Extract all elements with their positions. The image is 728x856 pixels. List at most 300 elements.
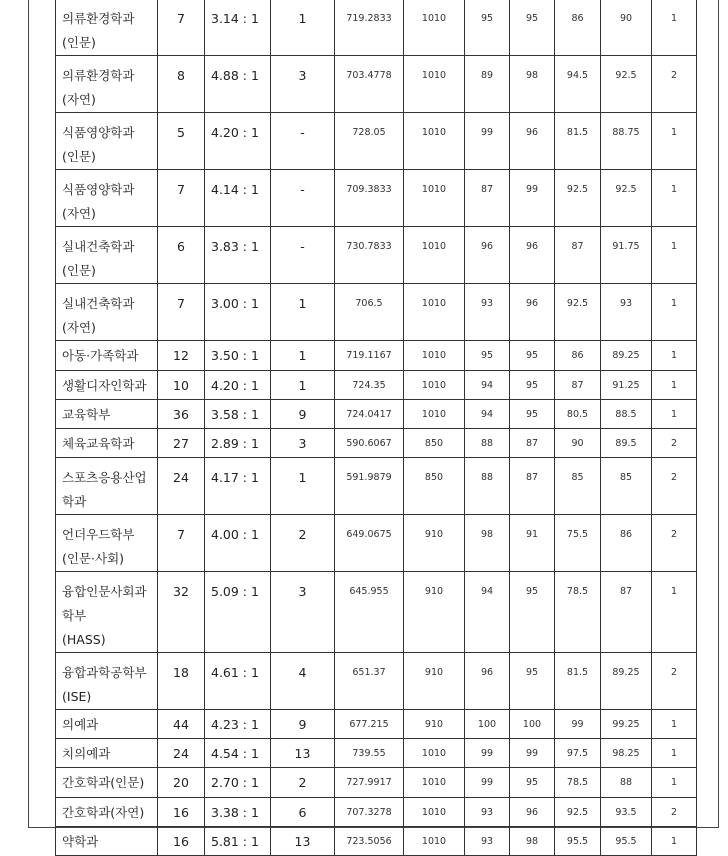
cutoff-score-text: 707.3278 xyxy=(346,807,392,818)
competition-ratio-cell xyxy=(205,400,271,429)
cutoff-score-cell xyxy=(335,429,404,458)
quota-text: 8 xyxy=(177,68,185,83)
score-2-text: 96 xyxy=(525,298,539,309)
grade-cell xyxy=(652,0,697,56)
waitlist-rank-cell xyxy=(271,768,335,798)
quota-text: 7 xyxy=(177,527,185,542)
quota-text: 27 xyxy=(173,436,189,451)
department-cell xyxy=(56,458,158,515)
grade-cell xyxy=(652,710,697,739)
score-4-cell xyxy=(601,515,652,572)
score-3-cell xyxy=(555,710,601,739)
department-cell xyxy=(56,400,158,429)
score-2-cell xyxy=(510,170,555,227)
waitlist-rank-cell xyxy=(271,515,335,572)
waitlist-rank-text: 13 xyxy=(294,746,311,761)
grade-cell xyxy=(652,739,697,768)
waitlist-rank-text: - xyxy=(300,125,305,140)
grade-cell xyxy=(652,429,697,458)
score-4-cell xyxy=(601,371,652,400)
score-2-cell xyxy=(510,798,555,827)
waitlist-rank-cell xyxy=(271,572,335,653)
grade-text: 1 xyxy=(670,350,678,361)
score-3-cell xyxy=(555,429,601,458)
waitlist-rank-text: - xyxy=(300,182,305,197)
competition-ratio-text: 4.14 : 1 xyxy=(211,182,259,197)
score-2-text: 95 xyxy=(525,350,539,361)
max-score-text: 1010 xyxy=(421,409,447,420)
score-3-cell xyxy=(555,170,601,227)
max-score-text: 1010 xyxy=(421,836,447,847)
score-2-text: 95 xyxy=(525,409,539,420)
cutoff-score-cell xyxy=(335,400,404,429)
score-1-text: 94 xyxy=(480,409,494,420)
grade-cell xyxy=(652,56,697,113)
score-2-cell xyxy=(510,515,555,572)
grade-cell xyxy=(652,768,697,798)
score-2-text: 95 xyxy=(525,13,539,24)
max-score-cell xyxy=(404,170,465,227)
score-2-cell xyxy=(510,572,555,653)
score-3-text: 92.5 xyxy=(566,184,589,195)
max-score-cell xyxy=(404,284,465,341)
cutoff-score-text: 590.6067 xyxy=(346,438,392,449)
score-3-text: 92.5 xyxy=(566,298,589,309)
grade-text: 1 xyxy=(670,380,678,391)
cutoff-score-cell xyxy=(335,653,404,710)
score-4-cell xyxy=(601,170,652,227)
competition-ratio-cell xyxy=(205,0,271,56)
score-3-cell xyxy=(555,0,601,56)
quota-cell xyxy=(158,653,205,710)
competition-ratio-cell xyxy=(205,341,271,371)
score-2-text: 95 xyxy=(525,380,539,391)
quota-cell xyxy=(158,170,205,227)
cutoff-score-text: 719.1167 xyxy=(346,350,392,361)
grade-text: 1 xyxy=(670,184,678,195)
department-text: 생활디자인학과 xyxy=(62,378,147,393)
score-4-text: 89.25 xyxy=(612,667,640,678)
grade-text: 1 xyxy=(670,409,678,420)
quota-text: 44 xyxy=(173,717,189,732)
table-body xyxy=(56,0,697,856)
department-cell xyxy=(56,341,158,371)
score-1-text: 99 xyxy=(480,748,494,759)
score-1-text: 93 xyxy=(480,807,494,818)
grade-text: 1 xyxy=(670,241,678,252)
quota-text: 20 xyxy=(173,775,189,790)
score-3-text: 95.5 xyxy=(566,836,589,847)
max-score-text: 1010 xyxy=(421,298,447,309)
score-4-text: 93.5 xyxy=(615,807,637,818)
score-4-text: 91.75 xyxy=(612,241,640,252)
score-3-text: 85 xyxy=(571,472,584,483)
waitlist-rank-text: 1 xyxy=(298,470,307,485)
score-2-text: 96 xyxy=(525,807,539,818)
department-text: 교육학부 xyxy=(62,407,111,422)
score-3-cell xyxy=(555,227,601,284)
grade-text: 2 xyxy=(670,529,678,540)
score-3-cell xyxy=(555,798,601,827)
score-1-text: 98 xyxy=(480,529,494,540)
max-score-text: 910 xyxy=(424,529,444,540)
max-score-cell xyxy=(404,0,465,56)
score-3-text: 78.5 xyxy=(566,586,589,597)
cutoff-score-cell xyxy=(335,827,404,856)
competition-ratio-cell xyxy=(205,458,271,515)
cutoff-score-text: 727.9917 xyxy=(346,777,392,788)
score-1-cell xyxy=(465,113,510,170)
department-cell xyxy=(56,113,158,170)
competition-ratio-cell xyxy=(205,429,271,458)
waitlist-rank-text: 4 xyxy=(298,665,307,680)
score-1-text: 94 xyxy=(480,586,494,597)
cutoff-score-text: 703.4778 xyxy=(346,70,392,81)
score-4-text: 89.25 xyxy=(612,350,640,361)
grade-cell xyxy=(652,284,697,341)
table-row xyxy=(56,400,697,429)
score-3-cell xyxy=(555,113,601,170)
competition-ratio-cell xyxy=(205,768,271,798)
max-score-text: 1010 xyxy=(421,241,447,252)
waitlist-rank-cell xyxy=(271,170,335,227)
waitlist-rank-text: 1 xyxy=(298,378,307,393)
department-cell xyxy=(56,572,158,653)
waitlist-rank-cell xyxy=(271,284,335,341)
quota-text: 7 xyxy=(177,182,185,197)
score-2-cell xyxy=(510,827,555,856)
max-score-cell xyxy=(404,739,465,768)
max-score-text: 1010 xyxy=(421,70,447,81)
table-row xyxy=(56,572,697,653)
score-3-text: 90 xyxy=(571,438,584,449)
competition-ratio-cell xyxy=(205,515,271,572)
score-1-cell xyxy=(465,515,510,572)
score-4-cell xyxy=(601,572,652,653)
score-4-cell xyxy=(601,458,652,515)
cutoff-score-cell xyxy=(335,739,404,768)
competition-ratio-cell xyxy=(205,798,271,827)
competition-ratio-cell xyxy=(205,371,271,400)
quota-cell xyxy=(158,739,205,768)
department-text: 간호학과(인문) xyxy=(62,775,145,790)
waitlist-rank-cell xyxy=(271,429,335,458)
grade-text: 2 xyxy=(670,70,678,81)
score-1-cell xyxy=(465,170,510,227)
table-row xyxy=(56,798,697,827)
score-3-text: 81.5 xyxy=(566,127,589,138)
max-score-cell xyxy=(404,768,465,798)
score-4-cell xyxy=(601,227,652,284)
score-3-text: 86 xyxy=(571,350,584,361)
score-1-cell xyxy=(465,458,510,515)
competition-ratio-text: 3.58 : 1 xyxy=(211,407,259,422)
quota-cell xyxy=(158,113,205,170)
score-2-cell xyxy=(510,653,555,710)
grade-text: 1 xyxy=(670,719,678,730)
table-row xyxy=(56,371,697,400)
max-score-cell xyxy=(404,341,465,371)
competition-ratio-text: 4.88 : 1 xyxy=(211,68,259,83)
department-cell xyxy=(56,827,158,856)
score-1-text: 88 xyxy=(480,438,494,449)
quota-cell xyxy=(158,515,205,572)
waitlist-rank-text: 1 xyxy=(298,296,307,311)
score-3-cell xyxy=(555,371,601,400)
score-4-text: 92.5 xyxy=(615,184,637,195)
department-cell xyxy=(56,710,158,739)
cutoff-score-text: 591.9879 xyxy=(346,472,392,483)
grade-text: 1 xyxy=(670,298,678,309)
competition-ratio-cell xyxy=(205,56,271,113)
grade-cell xyxy=(652,572,697,653)
department-text: 간호학과(자연) xyxy=(62,805,145,820)
table-row xyxy=(56,827,697,856)
cutoff-score-cell xyxy=(335,768,404,798)
grade-cell xyxy=(652,227,697,284)
grade-text: 1 xyxy=(670,836,678,847)
table-row xyxy=(56,515,697,572)
waitlist-rank-cell xyxy=(271,710,335,739)
quota-text: 32 xyxy=(173,584,189,599)
score-1-cell xyxy=(465,572,510,653)
grade-cell xyxy=(652,515,697,572)
grade-cell xyxy=(652,827,697,856)
table-row xyxy=(56,739,697,768)
department-cell xyxy=(56,515,158,572)
max-score-cell xyxy=(404,798,465,827)
grade-text: 2 xyxy=(670,667,678,678)
competition-ratio-cell xyxy=(205,572,271,653)
max-score-cell xyxy=(404,515,465,572)
cutoff-score-text: 706.5 xyxy=(355,298,383,309)
cutoff-score-text: 709.3833 xyxy=(346,184,392,195)
waitlist-rank-text: - xyxy=(300,239,305,254)
competition-ratio-text: 3.14 : 1 xyxy=(211,11,259,26)
score-1-text: 99 xyxy=(480,777,494,788)
department-cell xyxy=(56,429,158,458)
competition-ratio-cell xyxy=(205,710,271,739)
score-4-cell xyxy=(601,56,652,113)
score-3-cell xyxy=(555,56,601,113)
grade-cell xyxy=(652,458,697,515)
score-4-text: 99.25 xyxy=(612,719,640,730)
max-score-cell xyxy=(404,653,465,710)
max-score-cell xyxy=(404,710,465,739)
max-score-text: 1010 xyxy=(421,127,447,138)
score-1-cell xyxy=(465,798,510,827)
department-text: 의예과 xyxy=(62,717,99,732)
cutoff-score-text: 719.2833 xyxy=(346,13,392,24)
quota-cell xyxy=(158,341,205,371)
score-3-text: 87 xyxy=(571,241,584,252)
score-2-text: 99 xyxy=(525,748,539,759)
cutoff-score-text: 645.955 xyxy=(349,586,389,597)
score-1-text: 100 xyxy=(477,719,497,730)
table-row xyxy=(56,341,697,371)
waitlist-rank-cell xyxy=(271,458,335,515)
department-text: 의류환경학과 (자연) xyxy=(62,68,135,107)
competition-ratio-cell xyxy=(205,227,271,284)
score-4-cell xyxy=(601,429,652,458)
quota-text: 12 xyxy=(173,348,189,363)
waitlist-rank-text: 2 xyxy=(298,527,307,542)
cutoff-score-cell xyxy=(335,710,404,739)
grade-cell xyxy=(652,341,697,371)
waitlist-rank-cell xyxy=(271,400,335,429)
department-text: 식품영양학과 (자연) xyxy=(62,182,135,221)
grade-cell xyxy=(652,798,697,827)
quota-cell xyxy=(158,572,205,653)
score-2-text: 98 xyxy=(525,70,539,81)
score-2-cell xyxy=(510,429,555,458)
score-4-text: 91.25 xyxy=(612,380,640,391)
waitlist-rank-cell xyxy=(271,341,335,371)
score-2-cell xyxy=(510,400,555,429)
cutoff-score-cell xyxy=(335,798,404,827)
waitlist-rank-text: 2 xyxy=(298,775,307,790)
waitlist-rank-cell xyxy=(271,798,335,827)
department-cell xyxy=(56,798,158,827)
score-2-text: 87 xyxy=(525,438,539,449)
table-row xyxy=(56,227,697,284)
waitlist-rank-cell xyxy=(271,371,335,400)
competition-ratio-text: 2.70 : 1 xyxy=(211,775,259,790)
score-2-text: 95 xyxy=(525,777,539,788)
score-1-text: 87 xyxy=(480,184,494,195)
max-score-text: 910 xyxy=(424,667,444,678)
score-4-cell xyxy=(601,113,652,170)
score-3-cell xyxy=(555,515,601,572)
cutoff-score-text: 730.7833 xyxy=(346,241,392,252)
score-4-cell xyxy=(601,0,652,56)
max-score-cell xyxy=(404,56,465,113)
quota-cell xyxy=(158,56,205,113)
score-2-text: 99 xyxy=(525,184,539,195)
cutoff-score-text: 724.0417 xyxy=(346,409,392,420)
score-3-text: 75.5 xyxy=(566,529,589,540)
quota-text: 6 xyxy=(177,239,185,254)
score-2-cell xyxy=(510,710,555,739)
score-2-cell xyxy=(510,768,555,798)
score-1-cell xyxy=(465,371,510,400)
quota-text: 7 xyxy=(177,296,185,311)
score-1-cell xyxy=(465,827,510,856)
department-text: 실내건축학과 (인문) xyxy=(62,239,135,278)
max-score-text: 1010 xyxy=(421,13,447,24)
max-score-text: 1010 xyxy=(421,807,447,818)
score-4-cell xyxy=(601,341,652,371)
department-cell xyxy=(56,227,158,284)
quota-cell xyxy=(158,429,205,458)
score-2-text: 96 xyxy=(525,241,539,252)
score-3-text: 80.5 xyxy=(566,409,589,420)
score-1-cell xyxy=(465,0,510,56)
grade-text: 1 xyxy=(670,127,678,138)
department-cell xyxy=(56,653,158,710)
max-score-text: 1010 xyxy=(421,184,447,195)
score-2-cell xyxy=(510,739,555,768)
score-1-text: 95 xyxy=(480,350,494,361)
competition-ratio-cell xyxy=(205,113,271,170)
score-3-text: 99 xyxy=(571,719,584,730)
score-3-text: 81.5 xyxy=(566,667,589,678)
waitlist-rank-cell xyxy=(271,0,335,56)
waitlist-rank-text: 6 xyxy=(298,805,307,820)
department-cell xyxy=(56,371,158,400)
quota-text: 18 xyxy=(173,665,189,680)
table-row xyxy=(56,429,697,458)
quota-cell xyxy=(158,227,205,284)
score-1-text: 95 xyxy=(480,13,494,24)
cutoff-score-cell xyxy=(335,227,404,284)
grade-text: 1 xyxy=(670,13,678,24)
score-2-text: 91 xyxy=(525,529,539,540)
score-4-text: 88 xyxy=(619,777,633,788)
quota-cell xyxy=(158,827,205,856)
waitlist-rank-cell xyxy=(271,739,335,768)
max-score-text: 1010 xyxy=(421,380,447,391)
score-2-cell xyxy=(510,113,555,170)
score-2-cell xyxy=(510,371,555,400)
score-1-text: 96 xyxy=(480,667,494,678)
score-1-cell xyxy=(465,739,510,768)
grade-text: 1 xyxy=(670,586,678,597)
score-2-cell xyxy=(510,227,555,284)
max-score-cell xyxy=(404,400,465,429)
grade-text: 2 xyxy=(670,438,678,449)
score-1-text: 96 xyxy=(480,241,494,252)
max-score-text: 1010 xyxy=(421,748,447,759)
score-3-text: 86 xyxy=(571,13,584,24)
quota-text: 24 xyxy=(173,746,189,761)
grade-text: 2 xyxy=(670,807,678,818)
cutoff-score-cell xyxy=(335,113,404,170)
department-text: 식품영양학과 (인문) xyxy=(62,125,135,164)
waitlist-rank-text: 9 xyxy=(298,717,307,732)
grade-cell xyxy=(652,170,697,227)
waitlist-rank-cell xyxy=(271,227,335,284)
score-4-cell xyxy=(601,768,652,798)
competition-ratio-cell xyxy=(205,170,271,227)
grade-text: 1 xyxy=(670,748,678,759)
waitlist-rank-cell xyxy=(271,113,335,170)
score-2-text: 95 xyxy=(525,667,539,678)
department-text: 아동·가족학과 xyxy=(62,348,139,363)
score-4-cell xyxy=(601,710,652,739)
score-2-cell xyxy=(510,284,555,341)
competition-ratio-cell xyxy=(205,284,271,341)
quota-cell xyxy=(158,400,205,429)
score-1-text: 89 xyxy=(480,70,494,81)
score-1-cell xyxy=(465,429,510,458)
department-text: 의류환경학과 (인문) xyxy=(62,11,135,50)
competition-ratio-text: 4.61 : 1 xyxy=(211,665,259,680)
table-row xyxy=(56,768,697,798)
quota-cell xyxy=(158,710,205,739)
department-text: 융합인문사회과 학부 (HASS) xyxy=(62,584,147,647)
score-4-cell xyxy=(601,400,652,429)
score-4-text: 92.5 xyxy=(615,70,637,81)
score-1-cell xyxy=(465,710,510,739)
cutoff-score-text: 723.5056 xyxy=(346,836,392,847)
score-3-cell xyxy=(555,341,601,371)
table-row xyxy=(56,458,697,515)
competition-ratio-cell xyxy=(205,739,271,768)
score-1-cell xyxy=(465,284,510,341)
score-1-text: 93 xyxy=(480,298,494,309)
competition-ratio-text: 4.17 : 1 xyxy=(211,470,259,485)
